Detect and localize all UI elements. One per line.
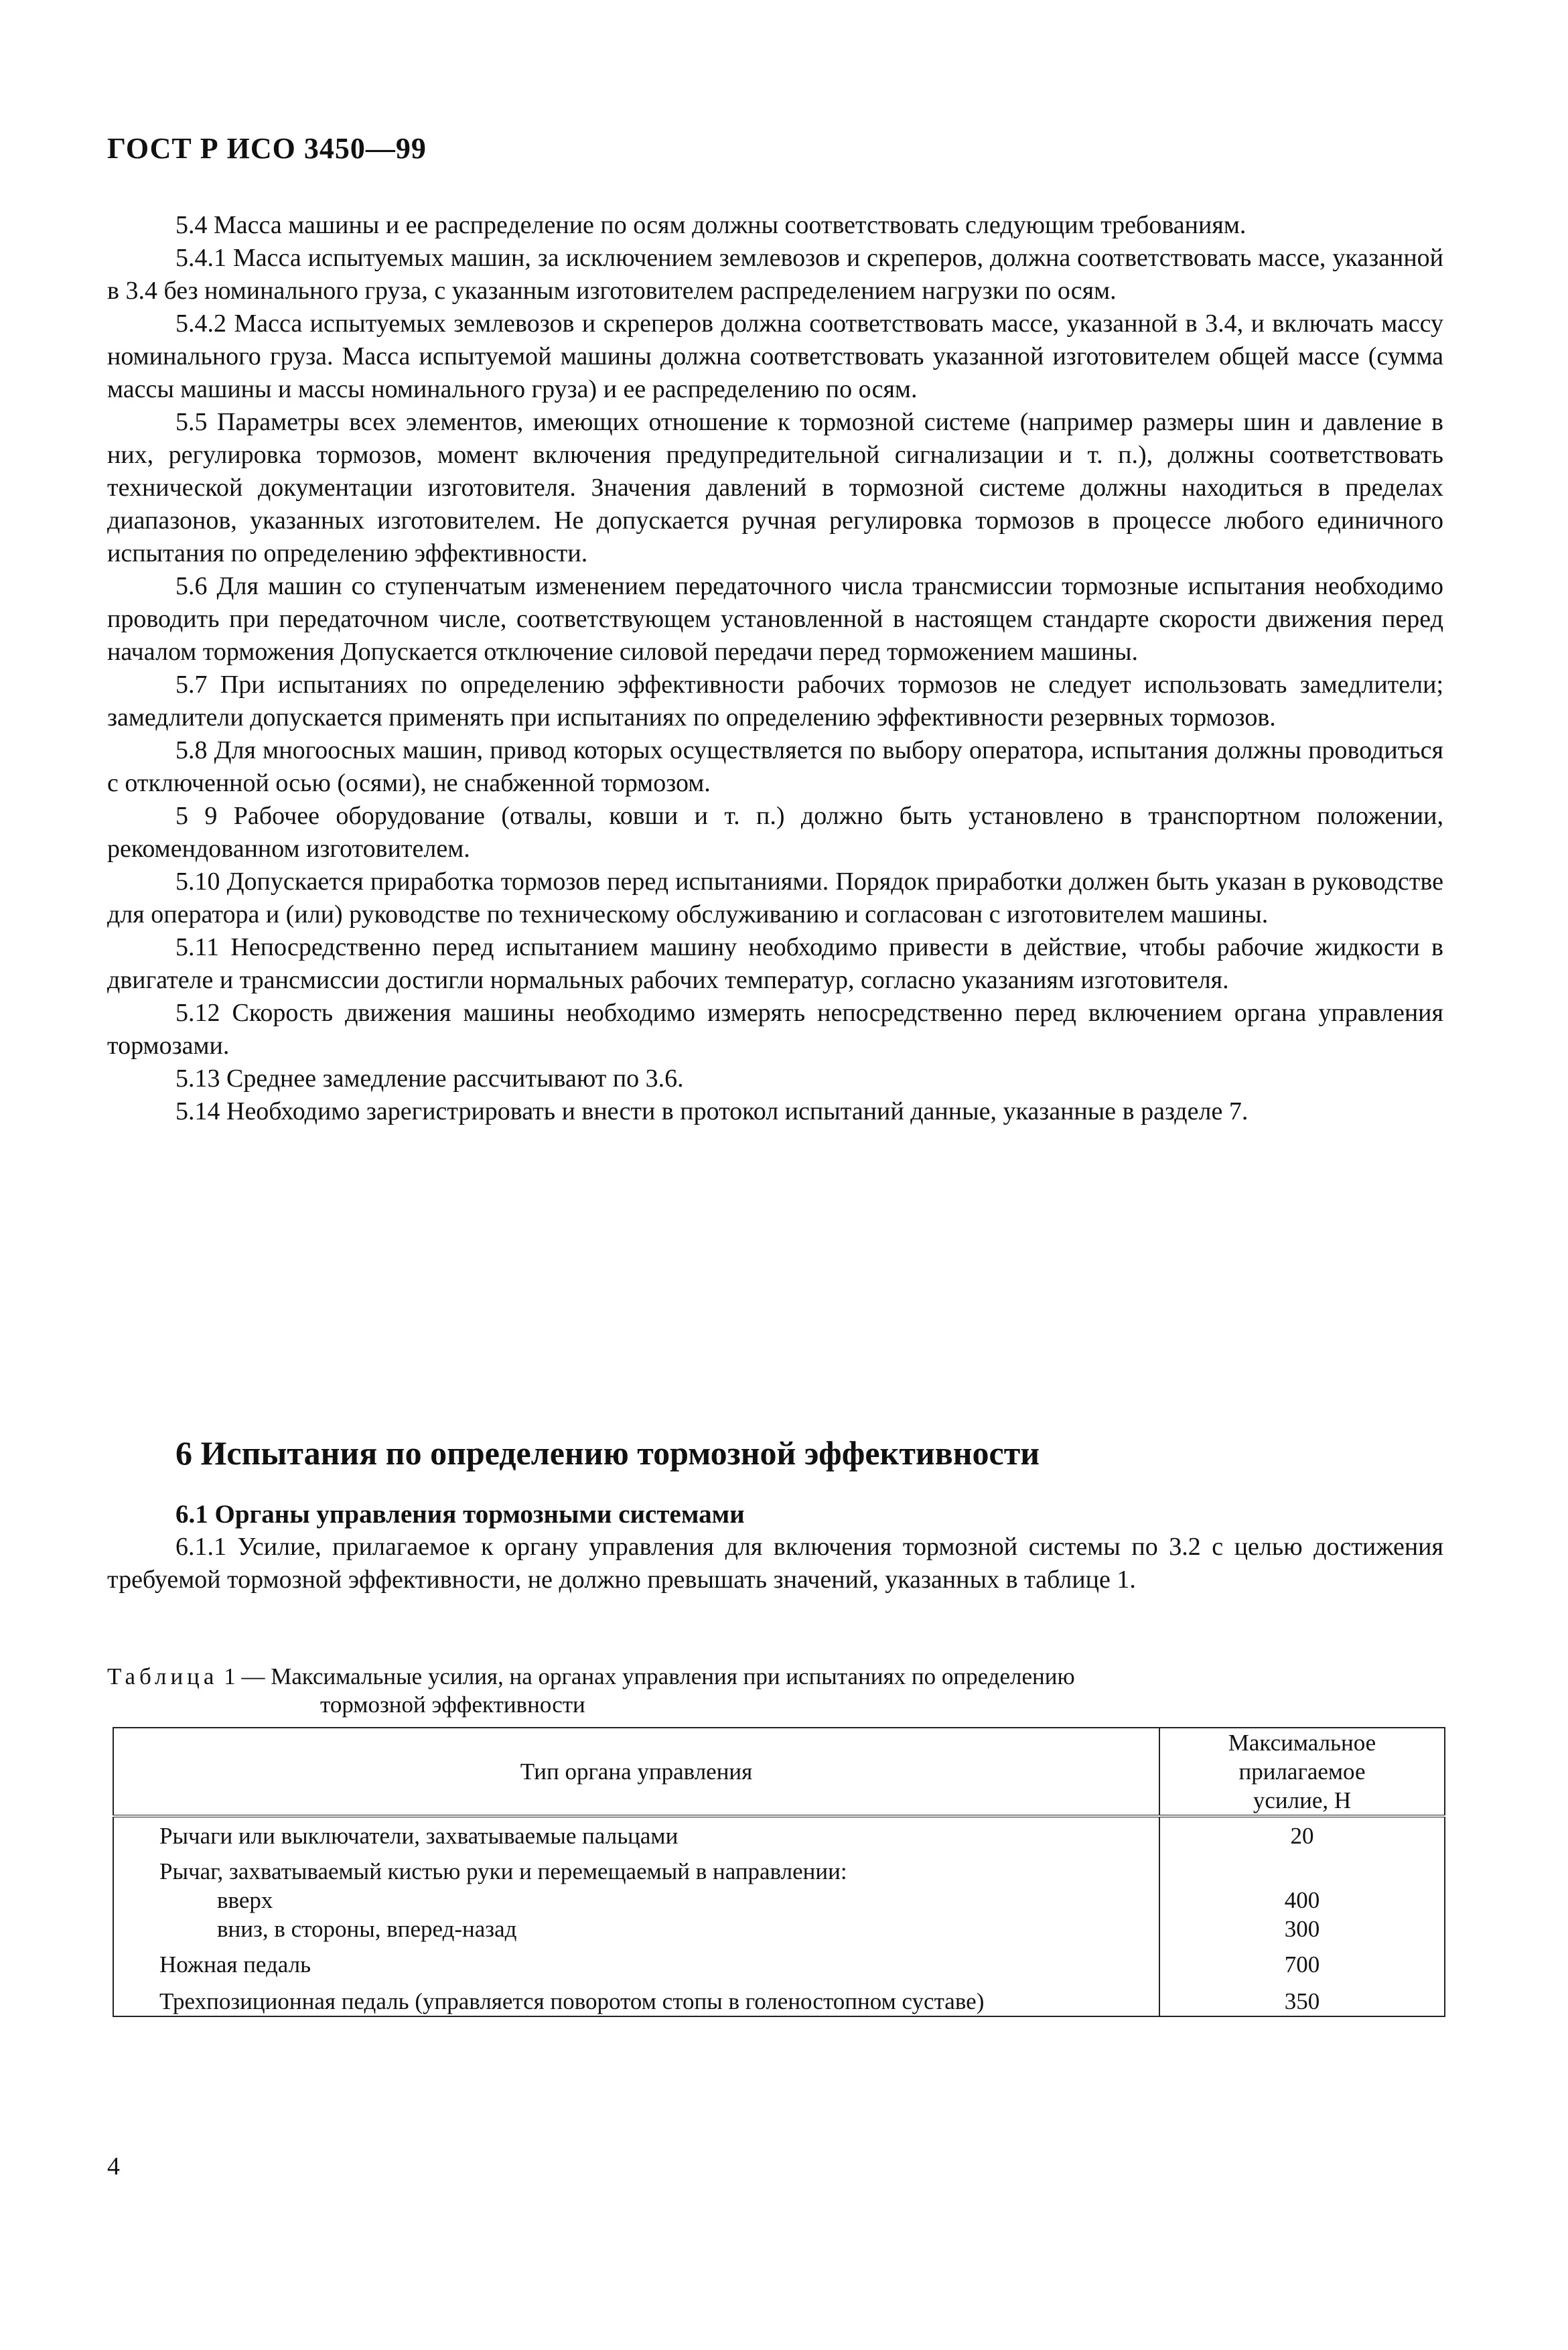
table-cell-value: 700 [1159, 1943, 1445, 1979]
table-cell-label: Рычаг, захватываемый кистью руки и перемещаемый в направлении: [113, 1850, 1159, 1886]
table-caption [107, 1663, 1443, 1719]
paragraph-5-12: 5.12 Скорость движения машины необходимо измерять непосредственно перед включением органа управления тормозами. [107, 999, 1443, 1060]
col-header-control-type: Тип органа управления [113, 1728, 1159, 1816]
paragraph-5-6: 5.6 Для машин со ступенчатым изменением передаточного числа трансмиссии тормозные испытания необходимо проводить при передаточном числе, соответствующем установленной в настоящем стандарте скорости движения перед началом торможения Допускается отключение силовой передачи перед торможением машины. [107, 572, 1443, 666]
table-cell-value: 20 [1159, 1816, 1445, 1850]
table-cell-label: Ножная педаль [113, 1943, 1159, 1979]
table-row [113, 1850, 1445, 1886]
col-header-max-force-line2: усилие, Н [1253, 1787, 1352, 1813]
table-cell-value: 350 [1159, 1979, 1445, 2016]
table-caption-label: Таблица [107, 1663, 218, 1689]
table-cell-value: 400 [1159, 1886, 1445, 1915]
table-cell-label: Трехпозиционная педаль (управляется поворотом стопы в голеностопном суставе) [113, 1979, 1159, 2016]
table-row [113, 1886, 1445, 1915]
table-row [113, 1915, 1445, 1943]
paragraph-5-13: 5.13 Среднее замедление рассчитывают по 3.6. [175, 1064, 684, 1093]
brake-force-table [113, 1727, 1445, 2017]
paragraph-5-10: 5.10 Допускается приработка тормозов перед испытаниями. Порядок приработки должен быть указан в руководстве для оператора и (или) руководстве по техническому обслуживанию и согласован с изготовителем машины. [107, 868, 1443, 928]
table-cell-label: Рычаги или выключатели, захватываемые пальцами [113, 1816, 1159, 1850]
table-row [113, 1979, 1445, 2016]
table-header-row [113, 1728, 1445, 1816]
section-5-body [107, 209, 1443, 1128]
table-caption-continuation: тормозной эффективности [320, 1691, 585, 1718]
table-cell-sublabel: вверх [217, 1887, 273, 1913]
paragraph-5-4-2: 5.4.2 Масса испытуемых землевозов и скреперов должна соответствовать массе, указанной в 3.4, и включать массу номинального груза. Масса испытуемой машины должна соответствовать указанной изготовителем общей массе (сумма массы машины и массы номинального груза) и ее распределению по осям. [107, 309, 1443, 403]
section-6-title: 6 Испытания по определению тормозной эффективности [175, 1434, 1040, 1472]
paragraph-6-1-1: 6.1.1 Усилие, прилагаемое к органу управления для включения тормозной системы по 3.2 с целью достижения требуемой тормозной эффективности, не должно превышать значений, указанных в таблице 1. [107, 1533, 1443, 1594]
table-cell-value: 300 [1159, 1915, 1445, 1943]
paragraph-5-8: 5.8 Для многоосных машин, привод которых осуществляется по выбору оператора, испытания должны проводиться с отключенной осью (осями), не снабженной тормозом. [107, 736, 1443, 797]
table-cell-label [113, 1886, 1159, 1915]
paragraph-5-4: 5.4 Масса машины и ее распределение по осям должны соответствовать следующим требованиям. [175, 211, 1246, 239]
table-caption-text: 1 — Максимальные усилия, на органах управления при испытаниях по определению [224, 1663, 1075, 1689]
paragraph-5-4-1: 5.4.1 Масса испытуемых машин, за исключением землевозов и скреперов, должна соответствовать массе, указанной в 3.4 без номинального груза, с указанным изготовителем распределением нагрузки по осям. [107, 244, 1443, 305]
table-row [113, 1943, 1445, 1979]
col-header-max-force [1159, 1728, 1445, 1816]
paragraph-5-5: 5.5 Параметры всех элементов, имеющих отношение к тормозной системе (например размеры шин и давление в них, регулировка тормозов, момент включения предупредительной сигнализации и т. п.), должны соответствовать технической документации изготовителя. Значения давлений в тормозной системе должны находиться в пределах диапазонов, указанных изготовителем. Не допускается ручная регулировка тормозов в процессе любого единичного испытания по определению эффективности. [107, 408, 1443, 567]
document-header: ГОСТ Р ИСО 3450—99 [107, 132, 427, 165]
page-number: 4 [107, 2152, 120, 2181]
paragraph-5-14: 5.14 Необходимо зарегистрировать и внести в протокол испытаний данные, указанные в разделе 7. [175, 1097, 1249, 1125]
subsection-6-1 [107, 1498, 1443, 1596]
table-row [113, 1816, 1445, 1850]
paragraph-5-9: 5 9 Рабочее оборудование (отвалы, ковши и т. п.) должно быть установлено в транспортном положении, рекомендованном изготовителем. [107, 802, 1443, 863]
paragraph-5-11: 5.11 Непосредственно перед испытанием машину необходимо привести в действие, чтобы рабочие жидкости в двигателе и трансмиссии достигли нормальных рабочих температур, согласно указаниям изготовителя. [107, 933, 1443, 994]
table-cell-value [1159, 1850, 1445, 1886]
paragraph-5-7: 5.7 При испытаниях по определению эффективности рабочих тормозов не следует использовать замедлители; замедлители допускается применять при испытаниях по определению эффективности резервных тормозов. [107, 671, 1443, 732]
subsection-6-1-title: 6.1 Органы управления тормозными системами [175, 1500, 745, 1529]
table-cell-sublabel: вниз, в стороны, вперед-назад [217, 1916, 517, 1942]
col-header-max-force-line1: Максимальное прилагаемое [1228, 1730, 1376, 1785]
table-cell-label [113, 1915, 1159, 1943]
